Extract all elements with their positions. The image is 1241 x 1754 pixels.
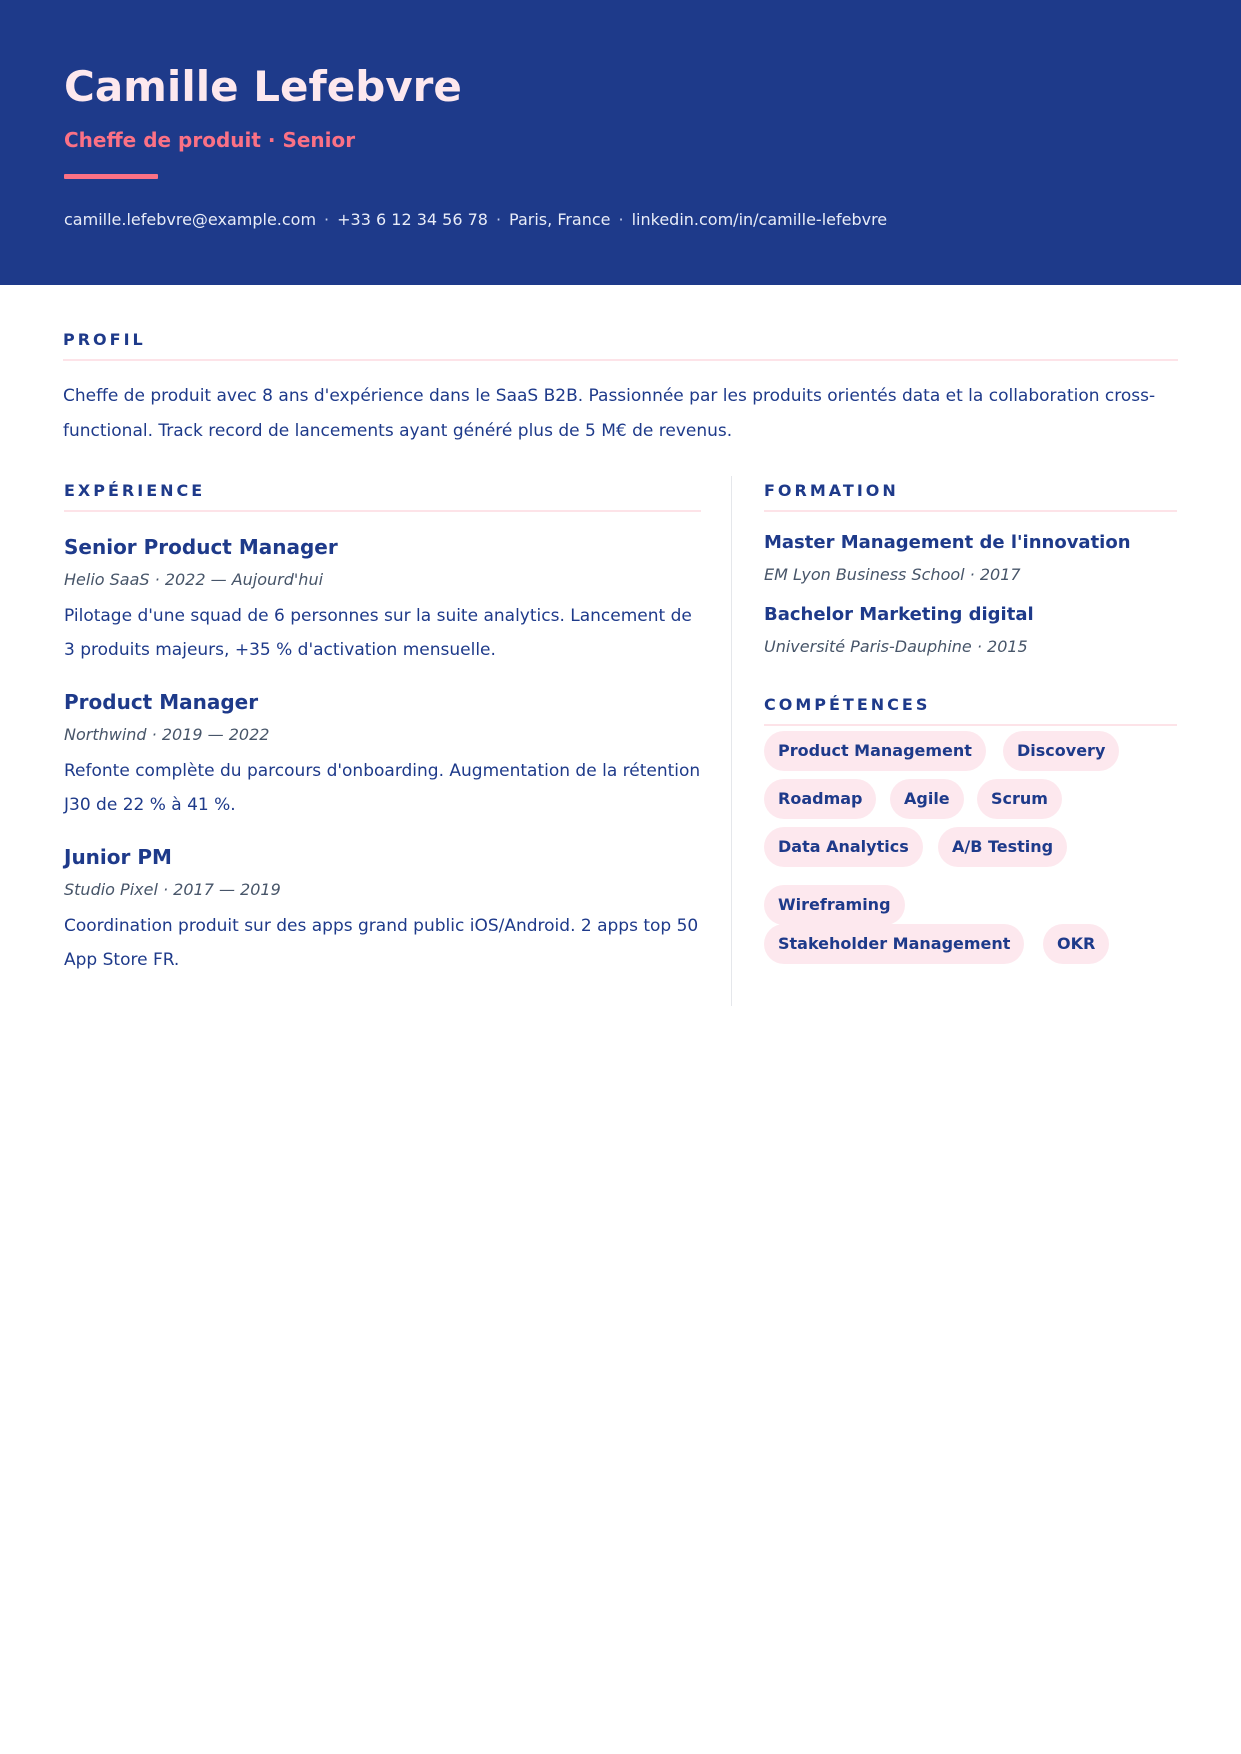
degree-title: Bachelor Marketing digital xyxy=(764,604,1034,625)
skill-chip: Data Analytics xyxy=(764,827,923,867)
job-title: Product Manager xyxy=(64,690,259,714)
candidate-title: Cheffe de produit · Senior xyxy=(64,128,356,152)
contact-separator: · xyxy=(618,210,624,229)
contact-email[interactable]: camille.lefebvre@example.com xyxy=(64,210,317,229)
degree-title: Master Management de l'innovation xyxy=(764,532,1131,553)
column-divider xyxy=(731,476,732,1006)
degree-meta: EM Lyon Business School · 2017 xyxy=(764,565,1021,584)
job-title: Junior PM xyxy=(64,845,172,869)
job-meta: Studio Pixel · 2017 — 2019 xyxy=(64,880,281,899)
skills-heading: COMPÉTENCES xyxy=(764,695,1177,726)
profile-heading: PROFIL xyxy=(63,330,1178,361)
contact-phone[interactable]: +33 6 12 34 56 78 xyxy=(337,210,488,229)
skills-section xyxy=(764,695,1177,726)
skill-chip: Product Management xyxy=(764,731,986,771)
contact-linkedin[interactable]: linkedin.com/in/camille-lefebvre xyxy=(631,210,888,229)
education-section xyxy=(764,481,1177,656)
experience-item xyxy=(64,534,701,667)
degree-meta: Université Paris-Dauphine · 2015 xyxy=(764,637,1028,656)
contact-location: Paris, France xyxy=(509,210,611,229)
title-accent-bar xyxy=(64,174,158,179)
job-meta: Northwind · 2019 — 2022 xyxy=(64,725,270,744)
skill-chip: Agile xyxy=(890,779,964,819)
skill-chip: Stakeholder Management xyxy=(764,924,1024,964)
skill-chip: Wireframing xyxy=(764,885,905,925)
skill-chip: OKR xyxy=(1043,924,1109,964)
experience-item xyxy=(64,844,701,977)
skill-chip: Discovery xyxy=(1003,731,1119,771)
job-description: Coordination produit sur des apps grand public iOS/Android. 2 apps top 50 App Store FR. xyxy=(64,916,699,970)
contact-separator: · xyxy=(495,210,502,229)
profile-section xyxy=(63,330,1178,449)
candidate-name: Camille Lefebvre xyxy=(64,62,462,111)
experience-item xyxy=(64,689,701,822)
experience-heading: EXPÉRIENCE xyxy=(64,481,701,512)
job-description: Refonte complète du parcours d'onboarding. Augmentation de la rétention J30 de 22 % à 41 %. xyxy=(64,761,701,815)
job-description: Pilotage d'une squad de 6 personnes sur la suite analytics. Lancement de 3 produits majeurs, +35 % d'activation mensuelle. xyxy=(64,606,692,660)
resume-header xyxy=(0,0,1241,285)
contact-line xyxy=(64,210,887,229)
profile-text: Cheffe de produit avec 8 ans d'expérience dans le SaaS B2B. Passionnée par les produits orientés data et la collaboration cross-functional. Track record de lancements ayant généré plus de 5 M€ de revenus. xyxy=(63,386,1156,441)
skill-chip: A/B Testing xyxy=(938,827,1067,867)
education-item xyxy=(764,604,1177,656)
education-heading: FORMATION xyxy=(764,481,1177,512)
skill-chip: Roadmap xyxy=(764,779,876,819)
skill-chip: Scrum xyxy=(977,779,1062,819)
experience-section xyxy=(64,481,701,977)
job-meta: Helio SaaS · 2022 — Aujourd'hui xyxy=(64,570,324,589)
job-title: Senior Product Manager xyxy=(64,535,338,559)
education-item xyxy=(764,532,1177,584)
contact-separator: · xyxy=(324,210,330,229)
